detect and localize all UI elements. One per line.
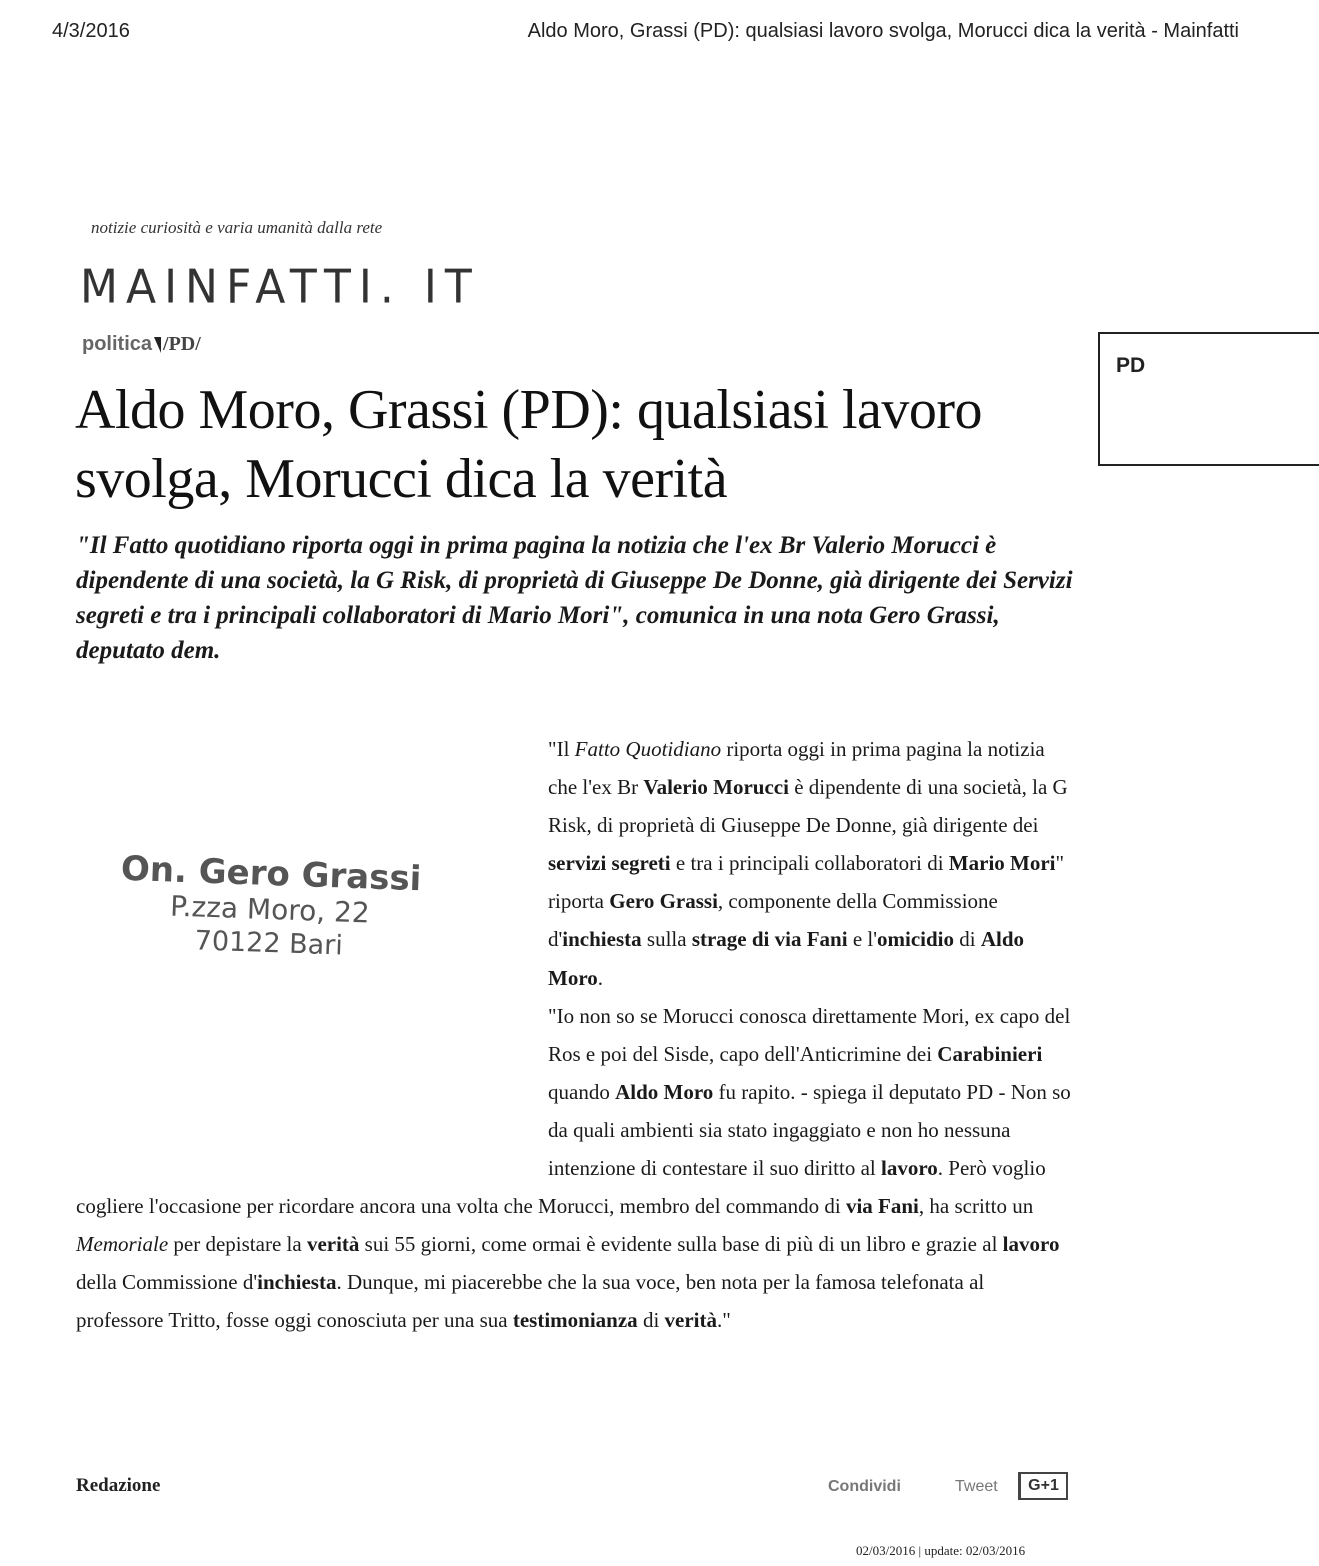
keyword-link[interactable]: lavoro: [1002, 1232, 1060, 1257]
keyword-link[interactable]: strage di via Fani: [691, 927, 848, 952]
stamp-city: 70122 Bari: [194, 925, 344, 962]
keyword-link[interactable]: testimonianza: [512, 1308, 638, 1333]
keyword-link[interactable]: via Fani: [845, 1194, 919, 1219]
flag-icon: [154, 337, 161, 353]
text-run: . Dunque, mi piacerebbe che la sua voce, ben nota per la famosa telefonata al professore Tritto, fosse oggi conosciuta per una sua: [76, 1270, 985, 1333]
text-run: quando: [548, 1079, 616, 1104]
image-placeholder-space: [76, 730, 548, 1150]
share-button[interactable]: Condividi: [828, 1478, 901, 1495]
handwritten-site-name: MAINFATTI. IT: [80, 260, 480, 315]
keyword-link[interactable]: inchiesta: [257, 1270, 337, 1295]
text-run: "Il: [548, 737, 575, 761]
article-lead: "Il Fatto quotidiano riporta oggi in prima pagina la notizia che l'ex Br Valerio Morucci è dipendente di una società, la G Risk, di proprietà di Giuseppe De Donne, già dirigente dei Servizi segreti e tra i principali collaboratori di Mario Mori", comunica in una nota Gero Grassi, deputato dem.: [76, 532, 1073, 664]
keyword-link[interactable]: lavoro: [881, 1156, 938, 1181]
keyword-link[interactable]: Mario Mori: [948, 851, 1056, 876]
italic-run: Fatto Quotidiano: [574, 737, 722, 761]
keyword-link[interactable]: verità: [306, 1232, 360, 1257]
keyword-link[interactable]: inchiesta: [562, 927, 642, 952]
text-run: fu rapito. - spiega il deputato PD - Non so da quali ambienti sia stato ingaggiato e non ho nessuna intenzione di contestare il suo diritto al: [548, 1079, 1071, 1181]
tweet-button[interactable]: Tweet: [955, 1478, 998, 1495]
text-run: è dipendente di una società, la G Risk, di proprietà di Giuseppe De Donne, già dirigente dei: [548, 775, 1068, 838]
print-date: 4/3/2016: [52, 20, 130, 42]
text-run: di: [954, 927, 981, 952]
sidebar-pd-label: PD: [1116, 354, 1146, 377]
keyword-link[interactable]: Gero Grassi: [609, 889, 718, 914]
keyword-link[interactable]: Aldo Moro: [615, 1079, 714, 1104]
site-tagline: notizie curiosità e varia umanità dalla rete: [91, 218, 383, 237]
keyword-link[interactable]: servizi segreti: [548, 851, 671, 876]
breadcrumb-category-link[interactable]: politica: [82, 333, 153, 355]
article-headline: Aldo Moro, Grassi (PD): qualsiasi lavoro svolga, Morucci dica la verità: [75, 379, 983, 511]
keyword-link[interactable]: verità: [664, 1308, 718, 1333]
text-run: sui 55 giorni, come ormai è evidente sulla base di più di un libro e grazie al: [359, 1232, 1003, 1257]
text-run: e l': [847, 927, 878, 952]
breadcrumb-separator: /: [163, 333, 169, 355]
stamp-name: On. Gero Grassi: [120, 848, 423, 900]
text-run: della Commissione d': [76, 1270, 258, 1295]
breadcrumb: [82, 333, 201, 356]
text-run: riporta oggi in prima pagina la notizia che l'ex Br: [548, 737, 1045, 800]
article-body: [76, 730, 1071, 1340]
text-run: .: [597, 965, 604, 990]
keyword-link[interactable]: Aldo Moro: [548, 927, 1025, 990]
text-run: e tra i principali collaboratori di: [670, 851, 949, 876]
text-run: "Io non so se Morucci conosca direttamente Mori, ex capo del Ros e poi del Sisde, capo dell'Anticrimine dei: [548, 1003, 1071, 1066]
publish-update-dates: 02/03/2016 | update: 02/03/2016: [856, 1543, 1026, 1558]
text-run: per depistare la: [168, 1232, 307, 1257]
sidebar-pd-box: [1098, 332, 1319, 466]
text-run: , componente della Commissione d': [548, 889, 998, 952]
keyword-link[interactable]: Valerio Morucci: [643, 775, 789, 800]
print-page-title: Aldo Moro, Grassi (PD): qualsiasi lavoro svolga, Morucci dica la verità - Mainfatti: [527, 20, 1239, 42]
text-run: , ha scritto un: [918, 1194, 1034, 1219]
article-author: Redazione: [76, 1475, 161, 1496]
keyword-link[interactable]: Carabinieri: [937, 1041, 1043, 1066]
text-run: .": [717, 1308, 731, 1333]
keyword-link[interactable]: omicidio: [877, 927, 955, 952]
stamp-street: P.zza Moro, 22: [169, 889, 371, 930]
text-run: sulla: [641, 927, 692, 952]
text-run: " riporta: [548, 851, 1065, 914]
text-run: di: [637, 1308, 665, 1333]
italic-run: Memoriale: [76, 1232, 169, 1257]
breadcrumb-subcategory-link[interactable]: PD/: [168, 333, 201, 355]
text-run: . Però voglio cogliere l'occasione per ricordare ancora una volta che Morucci, membro del commando di: [76, 1156, 1046, 1219]
gplus-button[interactable]: G+1: [1018, 1472, 1068, 1500]
